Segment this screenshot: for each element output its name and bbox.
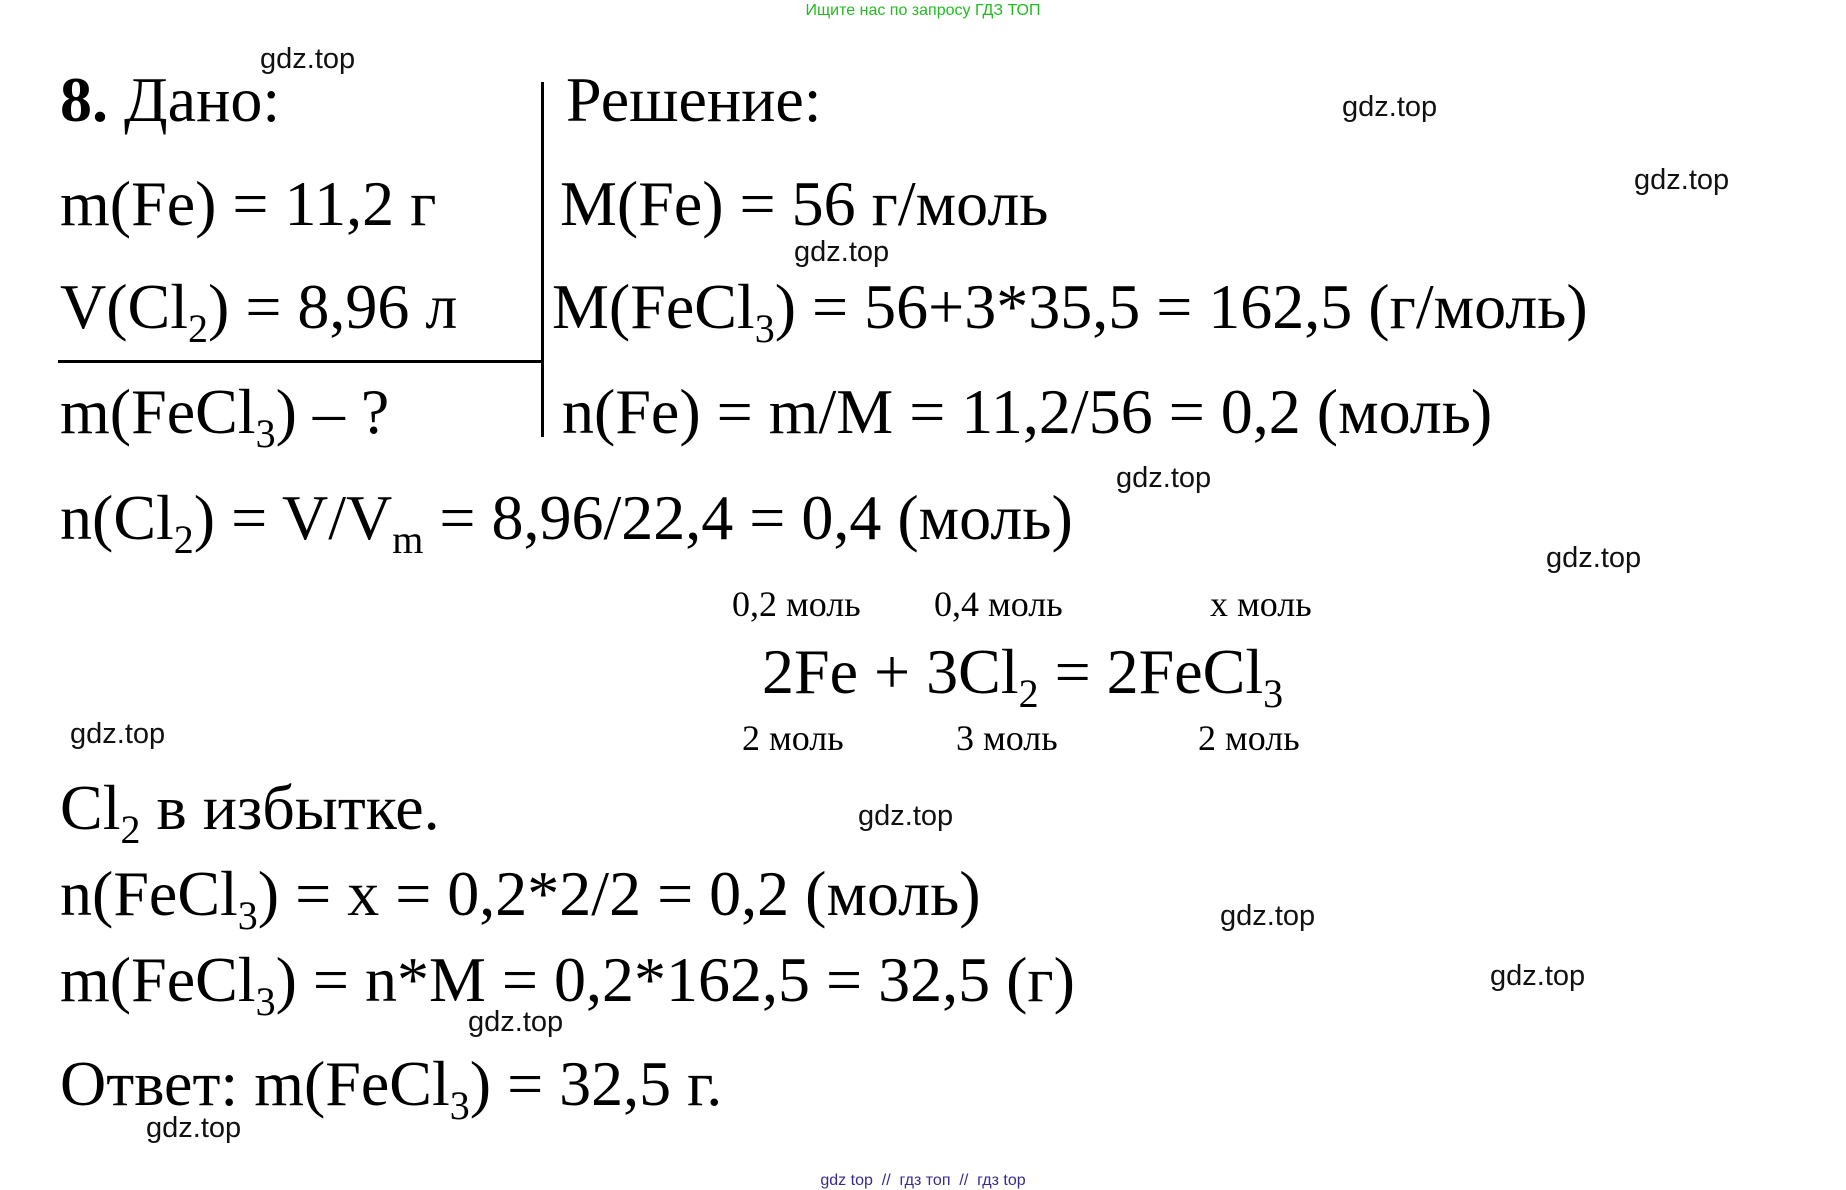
subscript: 3 bbox=[754, 305, 775, 351]
subscript: 2 bbox=[120, 806, 141, 852]
vertical-divider bbox=[541, 82, 544, 437]
watermark: gdz.top bbox=[858, 800, 954, 832]
moles-fecl3 bbox=[60, 858, 981, 938]
text: Ответ: m(FeCl bbox=[60, 1048, 450, 1119]
molar-mass-fe: M(Fe) = 56 г/моль bbox=[560, 168, 1049, 239]
text: = 2FeCl bbox=[1038, 636, 1264, 707]
text: ) = V/V bbox=[193, 482, 393, 553]
subscript: 3 bbox=[255, 978, 276, 1024]
watermark: gdz.top bbox=[1546, 542, 1642, 574]
reaction-above-cl2: 0,4 моль bbox=[934, 584, 1063, 624]
text: ) – ? bbox=[275, 376, 390, 447]
find-mass-fecl3 bbox=[60, 376, 390, 456]
text: n(FeCl bbox=[60, 858, 238, 929]
given-mass-fe: m(Fe) = 11,2 г bbox=[60, 168, 437, 239]
watermark: gdz.top bbox=[260, 43, 356, 75]
solution-title: Решение: bbox=[566, 64, 822, 135]
watermark: gdz.top bbox=[468, 1006, 564, 1038]
subscript: 3 bbox=[1263, 670, 1284, 716]
moles-fe: n(Fe) = m/M = 11,2/56 = 0,2 (моль) bbox=[562, 376, 1493, 447]
text: ) = 56+3*35,5 = 162,5 (г/моль) bbox=[774, 271, 1588, 342]
subscript: 2 bbox=[1018, 670, 1039, 716]
watermark: gdz.top bbox=[794, 236, 890, 268]
watermark: gdz.top bbox=[1490, 960, 1586, 992]
text: m(FeCl bbox=[60, 944, 256, 1015]
text: ) = x = 0,2*2/2 = 0,2 (моль) bbox=[257, 858, 981, 929]
subscript: 3 bbox=[449, 1082, 470, 1128]
text: n(Cl bbox=[60, 482, 174, 553]
text: в избытке. bbox=[140, 772, 440, 843]
moles-cl2 bbox=[60, 482, 1073, 562]
problem-number: 8. bbox=[60, 64, 108, 135]
problem-heading bbox=[60, 64, 281, 135]
subscript: 3 bbox=[237, 892, 258, 938]
subscript: 2 bbox=[173, 516, 194, 562]
mass-fecl3 bbox=[60, 944, 1075, 1024]
molar-mass-fecl3 bbox=[552, 271, 1588, 351]
text: = 8,96/22,4 = 0,4 (моль) bbox=[423, 482, 1073, 553]
reaction-below-cl2: 3 моль bbox=[956, 718, 1058, 758]
reaction-equation bbox=[762, 636, 1284, 716]
excess-statement bbox=[60, 772, 440, 852]
reaction-below-fecl3: 2 моль bbox=[1198, 718, 1300, 758]
text: V(Cl bbox=[60, 271, 188, 342]
watermark: gdz.top bbox=[1116, 462, 1212, 494]
reaction-above-fecl3: x моль bbox=[1210, 584, 1312, 624]
top-banner: Ищите нас по запросу ГДЗ ТОП bbox=[805, 2, 1041, 19]
text: M(FeCl bbox=[552, 271, 755, 342]
watermark: gdz.top bbox=[146, 1112, 242, 1144]
watermark: gdz.top bbox=[1220, 900, 1316, 932]
given-title: Дано: bbox=[124, 64, 281, 135]
given-volume-cl2 bbox=[60, 271, 458, 351]
subscript: 2 bbox=[188, 305, 208, 351]
text: 2Fe + 3Cl bbox=[762, 636, 1019, 707]
horizontal-divider bbox=[58, 360, 542, 363]
reaction-below-fe: 2 моль bbox=[742, 718, 844, 758]
watermark: gdz.top bbox=[70, 718, 166, 750]
text: ) = n*M = 0,2*162,5 = 32,5 (г) bbox=[275, 944, 1075, 1015]
text: Cl bbox=[60, 772, 121, 843]
text: ) = 8,96 л bbox=[208, 271, 458, 342]
watermark: gdz.top bbox=[1342, 91, 1438, 123]
reaction-above-fe: 0,2 моль bbox=[732, 584, 861, 624]
text: m(FeCl bbox=[60, 376, 256, 447]
subscript: 3 bbox=[255, 410, 276, 456]
watermark: gdz.top bbox=[1634, 164, 1730, 196]
bottom-banner: gdz top // гдз топ // гдз top bbox=[820, 1172, 1026, 1189]
text: ) = 32,5 г. bbox=[469, 1048, 723, 1119]
subscript: m bbox=[392, 516, 424, 562]
